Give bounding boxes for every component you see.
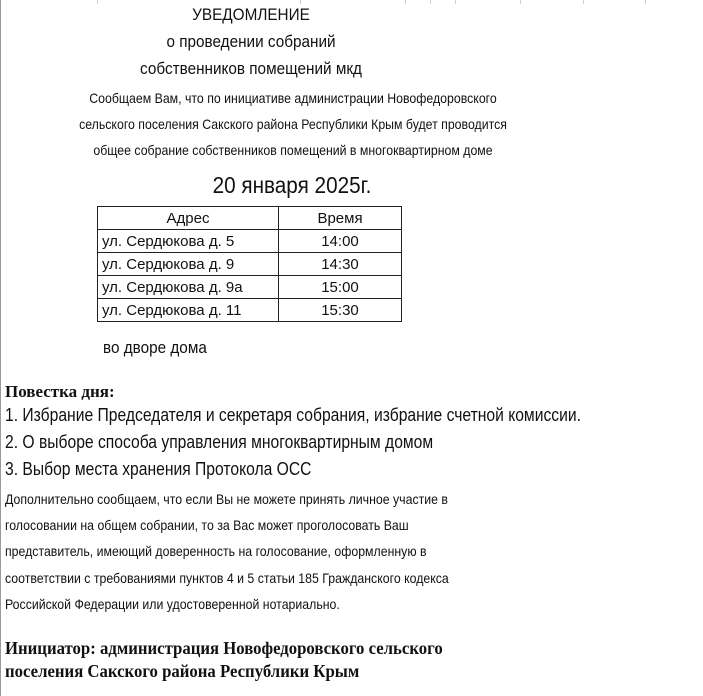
gridline [520,0,521,4]
address-cell: ул. Сердюкова д. 9 [98,253,279,276]
gridline [430,0,431,4]
address-cell: ул. Сердюкова д. 11 [98,299,279,322]
table-row [98,299,402,322]
column-header-address: Адрес [98,207,279,230]
notice-subtitle: собственников помещений мкд [140,59,362,78]
sheet-left-border [0,0,1,696]
intro-line: Сообщаем Вам, что по инициативе администрации Новофедоровского [89,90,497,106]
notice-line: соответствии с требованиями пунктов 4 и 5 статьи 185 Гражданского кодекса [5,570,449,586]
table-row [98,230,402,253]
time-cell: 15:30 [279,299,402,322]
initiator-line: Инициатор: администрация Новофедоровского сельского [5,638,443,658]
gridline [300,0,301,4]
meeting-date: 20 января 2025г. [212,172,372,198]
gridline [645,0,646,4]
address-cell: ул. Сердюкова д. 9а [98,276,279,299]
meeting-location: во дворе дома [103,338,207,357]
time-cell: 15:00 [279,276,402,299]
notice-line: голосовании на общем собрании, то за Вас может проголосовать Ваш [5,517,409,533]
schedule-table [97,206,402,322]
notice-line: Российской Федерации или удостоверенной нотариально. [5,596,340,612]
gridline [97,0,98,4]
agenda-item: 3. Выбор места хранения Протокола ОСС [5,459,312,479]
gridline [405,0,406,4]
agenda-title: Повестка дня: [5,382,115,401]
time-cell: 14:00 [279,230,402,253]
gridline [455,0,456,4]
table-row [98,276,402,299]
address-cell: ул. Сердюкова д. 5 [98,230,279,253]
time-cell: 14:30 [279,253,402,276]
agenda-item: 1. Избрание Председателя и секретаря собрания, избрание счетной комиссии. [5,405,581,425]
notice-title: УВЕДОМЛЕНИЕ [192,5,310,24]
intro-line: общее собрание собственников помещений в многоквартирном доме [93,142,493,158]
initiator-line: поселения Сакского района Республики Крым [5,661,360,681]
table-row [98,253,402,276]
notice-line: представитель, имеющий доверенность на голосование, оформленную в [5,543,427,559]
notice-line: Дополнительно сообщаем, что если Вы не можете принять личное участие в [5,491,448,507]
notice-subtitle: о проведении собраний [166,32,336,51]
column-header-time: Время [279,207,402,230]
agenda-item: 2. О выборе способа управления многоквартирным домом [5,432,434,452]
gridline [583,0,584,4]
intro-line: сельского поселения Сакского района Республики Крым будет проводится [79,116,507,132]
table-header-row [98,207,402,230]
